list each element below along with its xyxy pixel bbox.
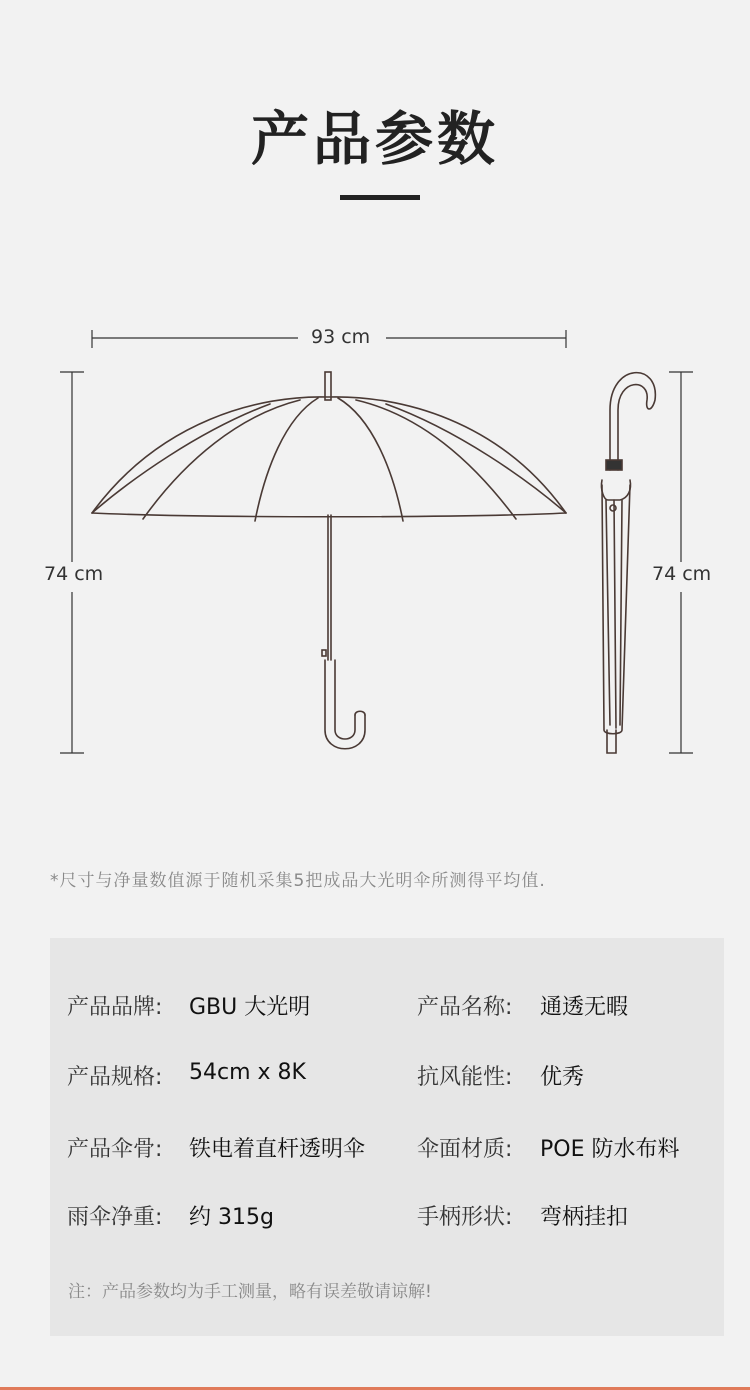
spec-value-frame: 铁电着直杆透明伞 [189,1137,366,1162]
open-height-dimension-label: 74 cm [38,563,109,585]
umbrella-illustration [0,300,750,780]
spec-value-handle: 弯柄挂扣 [540,1205,629,1230]
spec-label-wind: 抗风能性: [417,1065,513,1090]
spec-label-name: 产品名称: [417,995,513,1020]
spec-label-weight: 雨伞净重: [67,1205,163,1230]
title-underline [340,195,420,200]
spec-label-frame: 产品伞骨: [67,1137,163,1162]
page-title: 产品参数 [250,105,499,173]
spec-panel [50,938,724,1336]
spec-value-name: 通透无暇 [540,995,629,1020]
spec-value-weight: 约 315g [189,1205,274,1230]
panel-note: 注：产品参数均为手工测量，略有误差敬请谅解! [68,1282,432,1302]
spec-label-size: 产品规格: [67,1065,163,1090]
spec-label-brand: 产品品牌: [67,995,163,1020]
closed-height-dimension-label: 74 cm [646,563,717,585]
spec-label-handle: 手柄形状: [417,1205,513,1230]
spec-value-size: 54cm x 8K [189,1060,306,1085]
measurement-note: *尺寸与净量数值源于随机采集5把成品大光明伞所测得平均值. [50,871,546,891]
spec-label-material: 伞面材质: [417,1137,513,1162]
spec-value-brand: GBU 大光明 [189,995,311,1020]
width-dimension-label: 93 cm [305,326,376,348]
spec-value-material: POE 防水布料 [540,1137,680,1162]
spec-value-wind: 优秀 [540,1065,585,1090]
